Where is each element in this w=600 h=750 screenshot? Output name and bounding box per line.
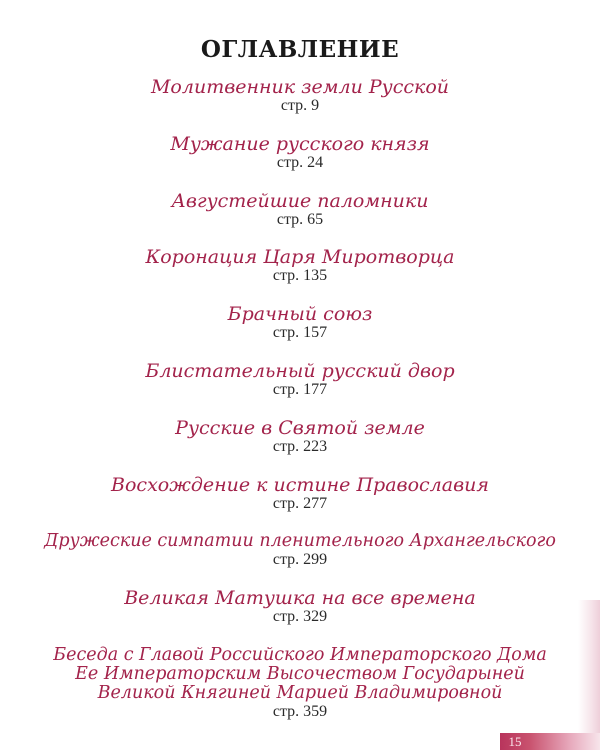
- toc-entry-page: стр. 135: [272, 267, 328, 284]
- toc-entry-title: Великой Княгиней Марией Владимировной: [97, 683, 503, 703]
- toc-entry-title: Ее Императорским Высочеством Государыней: [75, 664, 525, 684]
- page-edge-decoration: [578, 600, 600, 750]
- toc-entry-page: стр. 277: [272, 495, 328, 512]
- toc-entry-page: стр. 157: [272, 324, 328, 341]
- toc-entry-page: стр. 177: [272, 381, 328, 398]
- toc-entry-title: Восхождение к истине Православия: [111, 474, 489, 496]
- toc-entry-title: Молитвенник земли Русской: [150, 76, 450, 98]
- toc-entry-page: стр. 329: [272, 608, 328, 625]
- toc-entry[interactable]: [0, 305, 600, 342]
- toc-entry-title: Блистательный русский двор: [145, 360, 455, 382]
- toc-entry-title: Брачный союз: [227, 303, 373, 325]
- page-title: ОГЛАВЛЕНИЕ: [200, 36, 400, 63]
- toc-entry-page: стр. 359: [272, 703, 328, 720]
- toc-entry-title: Русские в Святой земле: [175, 417, 425, 439]
- toc-entry-page: стр. 24: [276, 154, 324, 171]
- toc-entry[interactable]: [0, 78, 600, 115]
- toc-entry-title: Беседа с Главой Российского Императорского Дома: [53, 645, 547, 665]
- toc-entry[interactable]: [0, 192, 600, 229]
- toc-entry[interactable]: [0, 419, 600, 456]
- toc-entry[interactable]: [0, 589, 600, 626]
- toc-entry[interactable]: [0, 135, 600, 172]
- toc-entry-title: Августейшие паломники: [171, 190, 429, 212]
- toc-entry-page: стр. 9: [280, 97, 320, 114]
- toc-entry-title: Великая Матушка на все времена: [124, 587, 476, 609]
- toc-entry-page: стр. 299: [272, 551, 328, 568]
- toc-entry-page: стр. 223: [272, 438, 328, 455]
- page-number: 15: [508, 734, 522, 749]
- toc-entry-title: Коронация Царя Миротворца: [145, 246, 455, 268]
- toc-entry-page: стр. 65: [276, 211, 324, 228]
- toc-entry[interactable]: [0, 248, 600, 285]
- toc-entry[interactable]: [0, 362, 600, 399]
- toc-entry-title: Дружеские симпатии пленительного Архангельского: [44, 531, 556, 551]
- toc-entry[interactable]: [0, 476, 600, 513]
- toc-entry-title: Мужание русского князя: [170, 133, 430, 155]
- toc-entry[interactable]: [0, 532, 600, 569]
- toc-entry[interactable]: [0, 646, 600, 721]
